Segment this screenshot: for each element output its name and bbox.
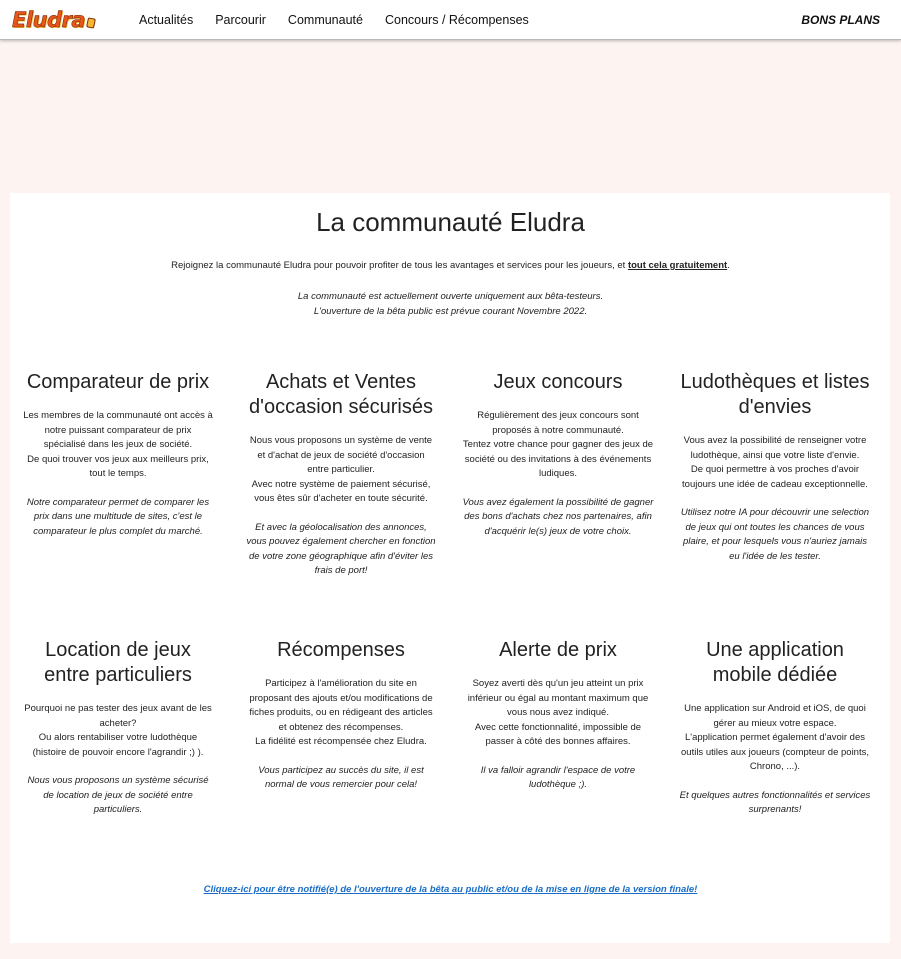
nav-link-actualites[interactable]: Actualités <box>139 13 194 27</box>
feature-description <box>672 702 878 775</box>
dice-icon <box>86 17 96 28</box>
bons-plans-link[interactable]: BONS PLANS <box>801 13 880 27</box>
feature-text-line: inférieur ou égal au montant maximum que <box>467 692 649 704</box>
feature-note <box>672 789 878 818</box>
feature-text-line: et d'achat de jeux de société d'occasion <box>257 449 425 461</box>
beta-notice-line: L'ouverture de la bêta public est prévue courant Novembre 2022. <box>313 306 588 317</box>
intro-before: Rejoignez la communauté Eludra pour pouvoir profiter de tous les avantages et services pour les joueurs, et <box>171 260 628 271</box>
feature-note <box>455 496 661 540</box>
feature-text-line: frais de port! <box>314 565 368 576</box>
nav-link-concours-recompenses[interactable]: Concours / Récompenses <box>384 13 529 27</box>
feature-text-line: Notre comparateur permet de comparer les <box>26 496 210 508</box>
feature-text-line: De quoi permettre à vos proches d'avoir <box>690 464 860 475</box>
feature-title-line: Ludothèques et listes <box>680 371 870 393</box>
feature-title-line: Location de jeux <box>45 639 191 661</box>
feature-title <box>238 370 444 420</box>
feature-title-line: Achats et Ventes <box>265 371 417 393</box>
feature-text-line: Vous participez au succès du site, il est <box>258 764 424 776</box>
feature-note <box>15 496 221 540</box>
feature-title-line: d'envies <box>738 396 812 418</box>
feature-game-library-wishlist <box>672 370 878 564</box>
feature-text-line: ludothèque, ainsi que votre liste d'envie. <box>690 449 860 461</box>
top-navbar <box>0 0 901 40</box>
feature-title <box>672 638 878 688</box>
feature-title <box>15 370 221 395</box>
feature-title-line: Alerte de prix <box>499 639 617 661</box>
feature-note <box>238 764 444 793</box>
feature-text-line: passer à côté des bonnes affaires. <box>485 736 631 747</box>
feature-title-line: Jeux concours <box>493 371 623 393</box>
feature-text-line: des bons d'achats chez nos partenaires, afin <box>464 511 652 522</box>
feature-description <box>238 677 444 750</box>
feature-text-line: Avec cette fonctionnalité, impossible de <box>474 721 642 733</box>
feature-title <box>455 638 661 663</box>
intro-text <box>0 260 901 271</box>
feature-text-line: Les membres de la communauté ont accès à <box>23 410 213 421</box>
feature-text-line: Nous vous proposons un système de vente <box>249 435 433 446</box>
feature-title-line: d'occasion sécurisés <box>249 396 433 418</box>
feature-text-line: Il va falloir agrandir l'espace de votre <box>480 764 636 776</box>
feature-game-rental <box>15 638 221 818</box>
feature-price-alert <box>455 638 661 793</box>
feature-text-line: et obtenez des récompenses. <box>278 721 404 733</box>
feature-description <box>238 434 444 507</box>
feature-secure-second-hand <box>238 370 444 579</box>
intro-free-highlight: tout cela gratuitement <box>627 260 728 271</box>
feature-text-line: Utilisez notre IA pour découvrir une selection <box>680 507 870 518</box>
feature-text-line: comparateur le plus complet du marché. <box>33 525 203 537</box>
feature-contests <box>455 370 661 539</box>
feature-text-line: Ou alors rentabiliser votre ludothèque <box>38 732 198 743</box>
feature-text-line: ludothèque ;). <box>528 779 588 790</box>
feature-text-line: Vous avez également la possibilité de gagner <box>462 496 654 508</box>
feature-title <box>455 370 661 395</box>
feature-note <box>455 764 661 793</box>
feature-rewards <box>238 638 444 793</box>
feature-title-line: Comparateur de prix <box>26 371 210 393</box>
feature-text-line: société ou des invitations à des événements <box>464 453 652 465</box>
feature-text-line: Avec notre système de paiement sécurisé, <box>251 478 431 490</box>
feature-text-line: fiches produits, ou en rédigeant des articles <box>249 707 433 718</box>
feature-title <box>15 638 221 688</box>
feature-text-line: proposant des ajouts et/ou modifications de <box>249 692 433 704</box>
feature-text-line: eu l'idée de les tester. <box>729 550 821 562</box>
feature-title <box>238 638 444 663</box>
nav-link-parcourir[interactable]: Parcourir <box>215 13 266 27</box>
feature-text-line: outils utiles aux joueurs (compteur de points, <box>681 746 869 758</box>
feature-text-line: (histoire de pouvoir encore l'agrandir ;) ). <box>32 746 204 758</box>
feature-text-line: particuliers. <box>93 804 143 815</box>
feature-text-line: de location de jeux de société entre <box>43 789 193 801</box>
feature-title-line: Récompenses <box>277 639 405 661</box>
beta-notice <box>0 289 901 319</box>
feature-text-line: Soyez averti dès qu'un jeu atteint un prix <box>472 678 644 689</box>
eludra-logo[interactable] <box>12 8 95 32</box>
beta-notice-line: La communauté est actuellement ouverte uniquement aux bêta-testeurs. <box>297 291 604 302</box>
feature-text-line: vous pouvez également chercher en fonction <box>246 536 436 547</box>
feature-text-line: Tentez votre chance pour gagner des jeux de <box>462 439 654 450</box>
feature-text-line: ludiques. <box>538 468 578 479</box>
logo-wordmark: Eludra <box>12 8 86 32</box>
feature-price-comparator <box>15 370 221 539</box>
feature-text-line: vous nous avez indiqué. <box>507 707 609 718</box>
feature-description <box>455 677 661 750</box>
feature-description <box>15 702 221 760</box>
feature-text-line: vous êtes sûr d'acheter en toute sécurité. <box>254 493 428 504</box>
feature-text-line: spécialisé dans les jeux de société. <box>43 439 193 450</box>
feature-text-line: Chrono, ...). <box>749 761 801 772</box>
feature-text-line: proposés à notre communauté. <box>492 424 624 436</box>
feature-text-line: De quoi trouver vos jeux aux meilleurs prix, <box>27 453 209 465</box>
feature-description <box>672 434 878 492</box>
nav-link-communaute[interactable]: Communauté <box>287 13 363 27</box>
notify-beta-link[interactable]: Cliquez-ici pour être notifié(e) de l'ouverture de la bêta au public et/ou de la mise en ligne de la version finale! <box>203 884 698 895</box>
feature-note <box>672 506 878 564</box>
feature-text-line: toujours une idée de cadeau exceptionnelle. <box>682 478 868 490</box>
feature-text-line: Et avec la géolocalisation des annonces, <box>255 521 427 533</box>
feature-title-line: mobile dédiée <box>712 664 838 686</box>
feature-title-line: entre particuliers <box>44 664 192 686</box>
feature-text-line: tout le temps. <box>89 468 147 479</box>
feature-text-line: L'application permet également d'avoir des <box>684 732 865 743</box>
feature-text-line: Participez à l'amélioration du site en <box>265 678 417 689</box>
feature-text-line: plaire, et pour lesquels vous n'auriez jamais <box>683 536 867 547</box>
feature-text-line: surprenants! <box>748 804 802 815</box>
feature-text-line: La fidélité est récompensée chez Eludra. <box>255 736 427 747</box>
feature-title <box>672 370 878 420</box>
feature-text-line: prix dans une multitude de sites, c'est le <box>33 511 203 522</box>
feature-text-line: Vous avez la possibilité de renseigner votre <box>683 435 867 446</box>
feature-text-line: Régulièrement des jeux concours sont <box>477 410 639 421</box>
feature-text-line: entre particulier. <box>307 464 375 475</box>
feature-text-line: notre puissant comparateur de prix <box>44 424 192 436</box>
feature-description <box>15 409 221 482</box>
feature-text-line: de jeux qui ont toutes les chances de vous <box>685 521 865 533</box>
feature-note <box>238 521 444 579</box>
feature-text-line: Et quelques autres fonctionnalités et services <box>679 789 871 801</box>
feature-text-line: de votre zone géographique afin d'éviter les <box>248 550 434 562</box>
feature-mobile-app <box>672 638 878 818</box>
feature-description <box>455 409 661 482</box>
feature-title-line: Une application <box>706 639 844 661</box>
feature-text-line: acheter? <box>99 717 137 729</box>
feature-text-line: Une application sur Android et iOS, de quoi <box>684 703 866 714</box>
page-title: La communauté Eludra <box>316 207 585 237</box>
main-nav <box>139 0 551 40</box>
feature-text-line: d'acquérir le(s) jeux de votre choix. <box>484 525 632 537</box>
feature-text-line: Pourquoi ne pas tester des jeux avant de les <box>24 703 212 714</box>
feature-note <box>15 774 221 818</box>
feature-text-line: gérer au mieux votre espace. <box>713 717 837 729</box>
intro-after: . <box>727 260 730 271</box>
feature-text-line: Nous vous proposons un système sécurisé <box>27 775 209 786</box>
feature-text-line: normal de vous remercier pour cela! <box>264 779 418 790</box>
